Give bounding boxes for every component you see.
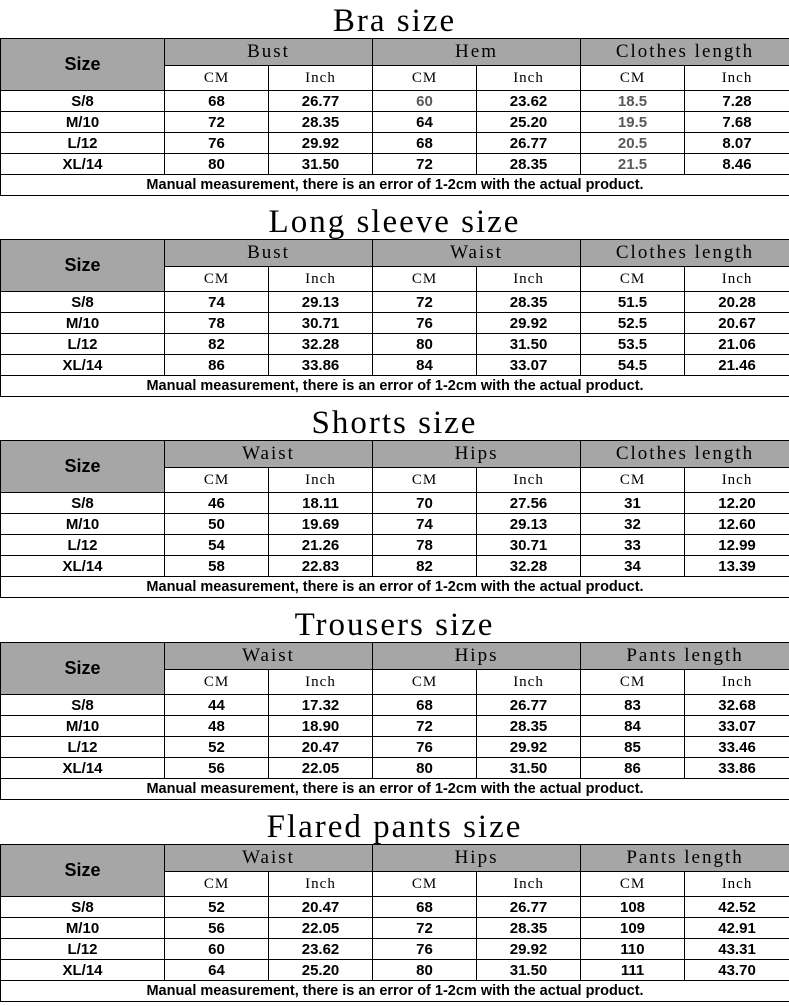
unit-inch: Inch — [269, 468, 373, 493]
value-cell: 20.47 — [269, 897, 373, 918]
value-cell: 28.35 — [477, 918, 581, 939]
size-section — [0, 604, 789, 800]
unit-inch: Inch — [269, 872, 373, 897]
section-title: Long sleeve size — [268, 204, 521, 240]
unit-inch: Inch — [685, 468, 789, 493]
value-cell: 30.71 — [477, 535, 581, 556]
measure-header: Hips — [373, 441, 581, 468]
measure-header: Bust — [165, 240, 373, 267]
value-cell: 72 — [373, 154, 477, 175]
value-cell: 33.86 — [269, 355, 373, 376]
unit-cm: CM — [373, 66, 477, 91]
table-row — [1, 514, 789, 535]
measure-header: Waist — [373, 240, 581, 267]
value-cell: 31.50 — [269, 154, 373, 175]
value-cell: 26.77 — [477, 133, 581, 154]
value-cell: 72 — [165, 112, 269, 133]
size-label: M/10 — [1, 514, 165, 535]
table-row — [1, 154, 789, 175]
size-column-header: Size — [1, 845, 165, 897]
unit-cm: CM — [165, 66, 269, 91]
value-cell: 43.31 — [685, 939, 789, 960]
unit-cm: CM — [373, 670, 477, 695]
measurement-note: Manual measurement, there is an error of 1-2cm with the actual product. — [1, 175, 789, 196]
header-row — [1, 845, 789, 872]
value-cell: 68 — [373, 897, 477, 918]
value-cell: 76 — [373, 313, 477, 334]
size-label: S/8 — [1, 897, 165, 918]
size-section — [0, 402, 789, 598]
value-cell: 21.46 — [685, 355, 789, 376]
value-cell: 19.5 — [581, 112, 685, 133]
unit-inch: Inch — [269, 267, 373, 292]
value-cell: 54 — [165, 535, 269, 556]
value-cell: 27.56 — [477, 493, 581, 514]
value-cell: 60 — [373, 91, 477, 112]
value-cell: 78 — [165, 313, 269, 334]
table-row — [1, 960, 789, 981]
unit-cm: CM — [581, 66, 685, 91]
measure-header: Pants length — [581, 643, 789, 670]
value-cell: 82 — [165, 334, 269, 355]
value-cell: 23.62 — [269, 939, 373, 960]
value-cell: 76 — [373, 939, 477, 960]
value-cell: 12.60 — [685, 514, 789, 535]
value-cell: 20.67 — [685, 313, 789, 334]
section-title: Bra size — [332, 3, 457, 39]
unit-cm: CM — [373, 267, 477, 292]
section-title: Flared pants size — [266, 809, 523, 845]
value-cell: 56 — [165, 918, 269, 939]
value-cell: 22.05 — [269, 918, 373, 939]
value-cell: 32 — [581, 514, 685, 535]
size-label: L/12 — [1, 939, 165, 960]
size-label: XL/14 — [1, 758, 165, 779]
value-cell: 50 — [165, 514, 269, 535]
table-row — [1, 493, 789, 514]
value-cell: 17.32 — [269, 695, 373, 716]
note-row — [1, 981, 789, 1002]
unit-cm: CM — [581, 670, 685, 695]
value-cell: 32.28 — [269, 334, 373, 355]
value-cell: 29.13 — [477, 514, 581, 535]
size-label: S/8 — [1, 695, 165, 716]
note-row — [1, 175, 789, 196]
value-cell: 110 — [581, 939, 685, 960]
value-cell: 29.92 — [477, 737, 581, 758]
value-cell: 86 — [581, 758, 685, 779]
size-table — [0, 844, 789, 1002]
measure-header: Clothes length — [581, 441, 789, 468]
table-row — [1, 334, 789, 355]
header-row — [1, 441, 789, 468]
table-row — [1, 897, 789, 918]
measure-header: Waist — [165, 845, 373, 872]
value-cell: 18.11 — [269, 493, 373, 514]
value-cell: 68 — [373, 133, 477, 154]
measurement-note: Manual measurement, there is an error of 1-2cm with the actual product. — [1, 376, 789, 397]
unit-cm: CM — [373, 872, 477, 897]
value-cell: 82 — [373, 556, 477, 577]
value-cell: 32.68 — [685, 695, 789, 716]
value-cell: 76 — [165, 133, 269, 154]
measure-header: Hem — [373, 39, 581, 66]
value-cell: 22.83 — [269, 556, 373, 577]
value-cell: 28.35 — [477, 292, 581, 313]
size-table — [0, 38, 789, 196]
table-row — [1, 133, 789, 154]
size-column-header: Size — [1, 39, 165, 91]
measure-header: Clothes length — [581, 39, 789, 66]
value-cell: 85 — [581, 737, 685, 758]
value-cell: 58 — [165, 556, 269, 577]
size-label: M/10 — [1, 716, 165, 737]
value-cell: 80 — [373, 758, 477, 779]
note-row — [1, 376, 789, 397]
value-cell: 83 — [581, 695, 685, 716]
value-cell: 28.35 — [477, 154, 581, 175]
unit-cm: CM — [581, 872, 685, 897]
unit-cm: CM — [165, 267, 269, 292]
unit-inch: Inch — [685, 872, 789, 897]
table-row — [1, 535, 789, 556]
size-label: S/8 — [1, 292, 165, 313]
unit-cm: CM — [581, 267, 685, 292]
value-cell: 28.35 — [477, 716, 581, 737]
value-cell: 20.47 — [269, 737, 373, 758]
unit-inch: Inch — [477, 670, 581, 695]
unit-cm: CM — [581, 468, 685, 493]
size-label: XL/14 — [1, 556, 165, 577]
measurement-note: Manual measurement, there is an error of 1-2cm with the actual product. — [1, 779, 789, 800]
value-cell: 52 — [165, 737, 269, 758]
size-label: S/8 — [1, 91, 165, 112]
value-cell: 70 — [373, 493, 477, 514]
measure-header: Hips — [373, 643, 581, 670]
unit-cm: CM — [165, 468, 269, 493]
size-table — [0, 440, 789, 598]
size-column-header: Size — [1, 240, 165, 292]
value-cell: 34 — [581, 556, 685, 577]
value-cell: 80 — [373, 960, 477, 981]
value-cell: 68 — [373, 695, 477, 716]
size-label: XL/14 — [1, 154, 165, 175]
value-cell: 20.28 — [685, 292, 789, 313]
value-cell: 68 — [165, 91, 269, 112]
table-row — [1, 695, 789, 716]
value-cell: 56 — [165, 758, 269, 779]
unit-inch: Inch — [477, 267, 581, 292]
value-cell: 29.13 — [269, 292, 373, 313]
table-row — [1, 556, 789, 577]
value-cell: 84 — [581, 716, 685, 737]
size-section — [0, 0, 789, 196]
value-cell: 20.5 — [581, 133, 685, 154]
value-cell: 74 — [165, 292, 269, 313]
value-cell: 29.92 — [477, 939, 581, 960]
value-cell: 44 — [165, 695, 269, 716]
size-label: XL/14 — [1, 960, 165, 981]
value-cell: 31.50 — [477, 960, 581, 981]
header-row — [1, 39, 789, 66]
value-cell: 25.20 — [269, 960, 373, 981]
value-cell: 33.07 — [685, 716, 789, 737]
value-cell: 23.62 — [477, 91, 581, 112]
value-cell: 33.07 — [477, 355, 581, 376]
value-cell: 74 — [373, 514, 477, 535]
value-cell: 29.92 — [477, 313, 581, 334]
unit-cm: CM — [165, 670, 269, 695]
value-cell: 21.5 — [581, 154, 685, 175]
size-column-header: Size — [1, 643, 165, 695]
size-table — [0, 642, 789, 800]
note-row — [1, 779, 789, 800]
size-section — [0, 806, 789, 1002]
table-row — [1, 758, 789, 779]
value-cell: 111 — [581, 960, 685, 981]
value-cell: 28.35 — [269, 112, 373, 133]
value-cell: 31 — [581, 493, 685, 514]
value-cell: 60 — [165, 939, 269, 960]
value-cell: 46 — [165, 493, 269, 514]
value-cell: 26.77 — [269, 91, 373, 112]
value-cell: 26.77 — [477, 897, 581, 918]
value-cell: 86 — [165, 355, 269, 376]
section-title: Trousers size — [294, 607, 495, 643]
value-cell: 33.46 — [685, 737, 789, 758]
table-row — [1, 112, 789, 133]
size-label: M/10 — [1, 112, 165, 133]
value-cell: 43.70 — [685, 960, 789, 981]
measure-header: Hips — [373, 845, 581, 872]
size-section — [0, 201, 789, 397]
value-cell: 48 — [165, 716, 269, 737]
value-cell: 109 — [581, 918, 685, 939]
value-cell: 31.50 — [477, 334, 581, 355]
value-cell: 21.06 — [685, 334, 789, 355]
size-label: L/12 — [1, 535, 165, 556]
value-cell: 29.92 — [269, 133, 373, 154]
value-cell: 30.71 — [269, 313, 373, 334]
value-cell: 42.91 — [685, 918, 789, 939]
table-row — [1, 918, 789, 939]
size-label: S/8 — [1, 493, 165, 514]
value-cell: 78 — [373, 535, 477, 556]
value-cell: 80 — [373, 334, 477, 355]
value-cell: 7.28 — [685, 91, 789, 112]
unit-inch: Inch — [269, 66, 373, 91]
table-row — [1, 939, 789, 960]
value-cell: 52.5 — [581, 313, 685, 334]
value-cell: 72 — [373, 292, 477, 313]
unit-cm: CM — [165, 872, 269, 897]
size-label: M/10 — [1, 918, 165, 939]
value-cell: 32.28 — [477, 556, 581, 577]
value-cell: 33.86 — [685, 758, 789, 779]
value-cell: 26.77 — [477, 695, 581, 716]
value-cell: 64 — [373, 112, 477, 133]
size-column-header: Size — [1, 441, 165, 493]
value-cell: 64 — [165, 960, 269, 981]
value-cell: 19.69 — [269, 514, 373, 535]
value-cell: 53.5 — [581, 334, 685, 355]
value-cell: 33 — [581, 535, 685, 556]
size-label: XL/14 — [1, 355, 165, 376]
table-row — [1, 737, 789, 758]
size-label: L/12 — [1, 334, 165, 355]
header-row — [1, 240, 789, 267]
value-cell: 108 — [581, 897, 685, 918]
value-cell: 12.99 — [685, 535, 789, 556]
unit-inch: Inch — [685, 267, 789, 292]
value-cell: 12.20 — [685, 493, 789, 514]
size-table — [0, 239, 789, 397]
measurement-note: Manual measurement, there is an error of 1-2cm with the actual product. — [1, 577, 789, 598]
measure-header: Pants length — [581, 845, 789, 872]
value-cell: 8.07 — [685, 133, 789, 154]
unit-inch: Inch — [477, 66, 581, 91]
unit-inch: Inch — [685, 670, 789, 695]
value-cell: 51.5 — [581, 292, 685, 313]
unit-inch: Inch — [477, 468, 581, 493]
unit-inch: Inch — [269, 670, 373, 695]
value-cell: 72 — [373, 716, 477, 737]
value-cell: 52 — [165, 897, 269, 918]
unit-inch: Inch — [477, 872, 581, 897]
measure-header: Waist — [165, 441, 373, 468]
size-label: L/12 — [1, 133, 165, 154]
value-cell: 18.90 — [269, 716, 373, 737]
value-cell: 13.39 — [685, 556, 789, 577]
value-cell: 22.05 — [269, 758, 373, 779]
value-cell: 80 — [165, 154, 269, 175]
size-label: M/10 — [1, 313, 165, 334]
size-label: L/12 — [1, 737, 165, 758]
table-row — [1, 292, 789, 313]
measure-header: Bust — [165, 39, 373, 66]
measurement-note: Manual measurement, there is an error of 1-2cm with the actual product. — [1, 981, 789, 1002]
section-title: Shorts size — [311, 405, 478, 441]
measure-header: Waist — [165, 643, 373, 670]
value-cell: 21.26 — [269, 535, 373, 556]
table-row — [1, 716, 789, 737]
value-cell: 25.20 — [477, 112, 581, 133]
unit-cm: CM — [373, 468, 477, 493]
value-cell: 42.52 — [685, 897, 789, 918]
value-cell: 7.68 — [685, 112, 789, 133]
value-cell: 54.5 — [581, 355, 685, 376]
header-row — [1, 643, 789, 670]
table-row — [1, 91, 789, 112]
value-cell: 18.5 — [581, 91, 685, 112]
measure-header: Clothes length — [581, 240, 789, 267]
value-cell: 84 — [373, 355, 477, 376]
value-cell: 76 — [373, 737, 477, 758]
value-cell: 8.46 — [685, 154, 789, 175]
unit-inch: Inch — [685, 66, 789, 91]
table-row — [1, 355, 789, 376]
table-row — [1, 313, 789, 334]
note-row — [1, 577, 789, 598]
value-cell: 72 — [373, 918, 477, 939]
value-cell: 31.50 — [477, 758, 581, 779]
